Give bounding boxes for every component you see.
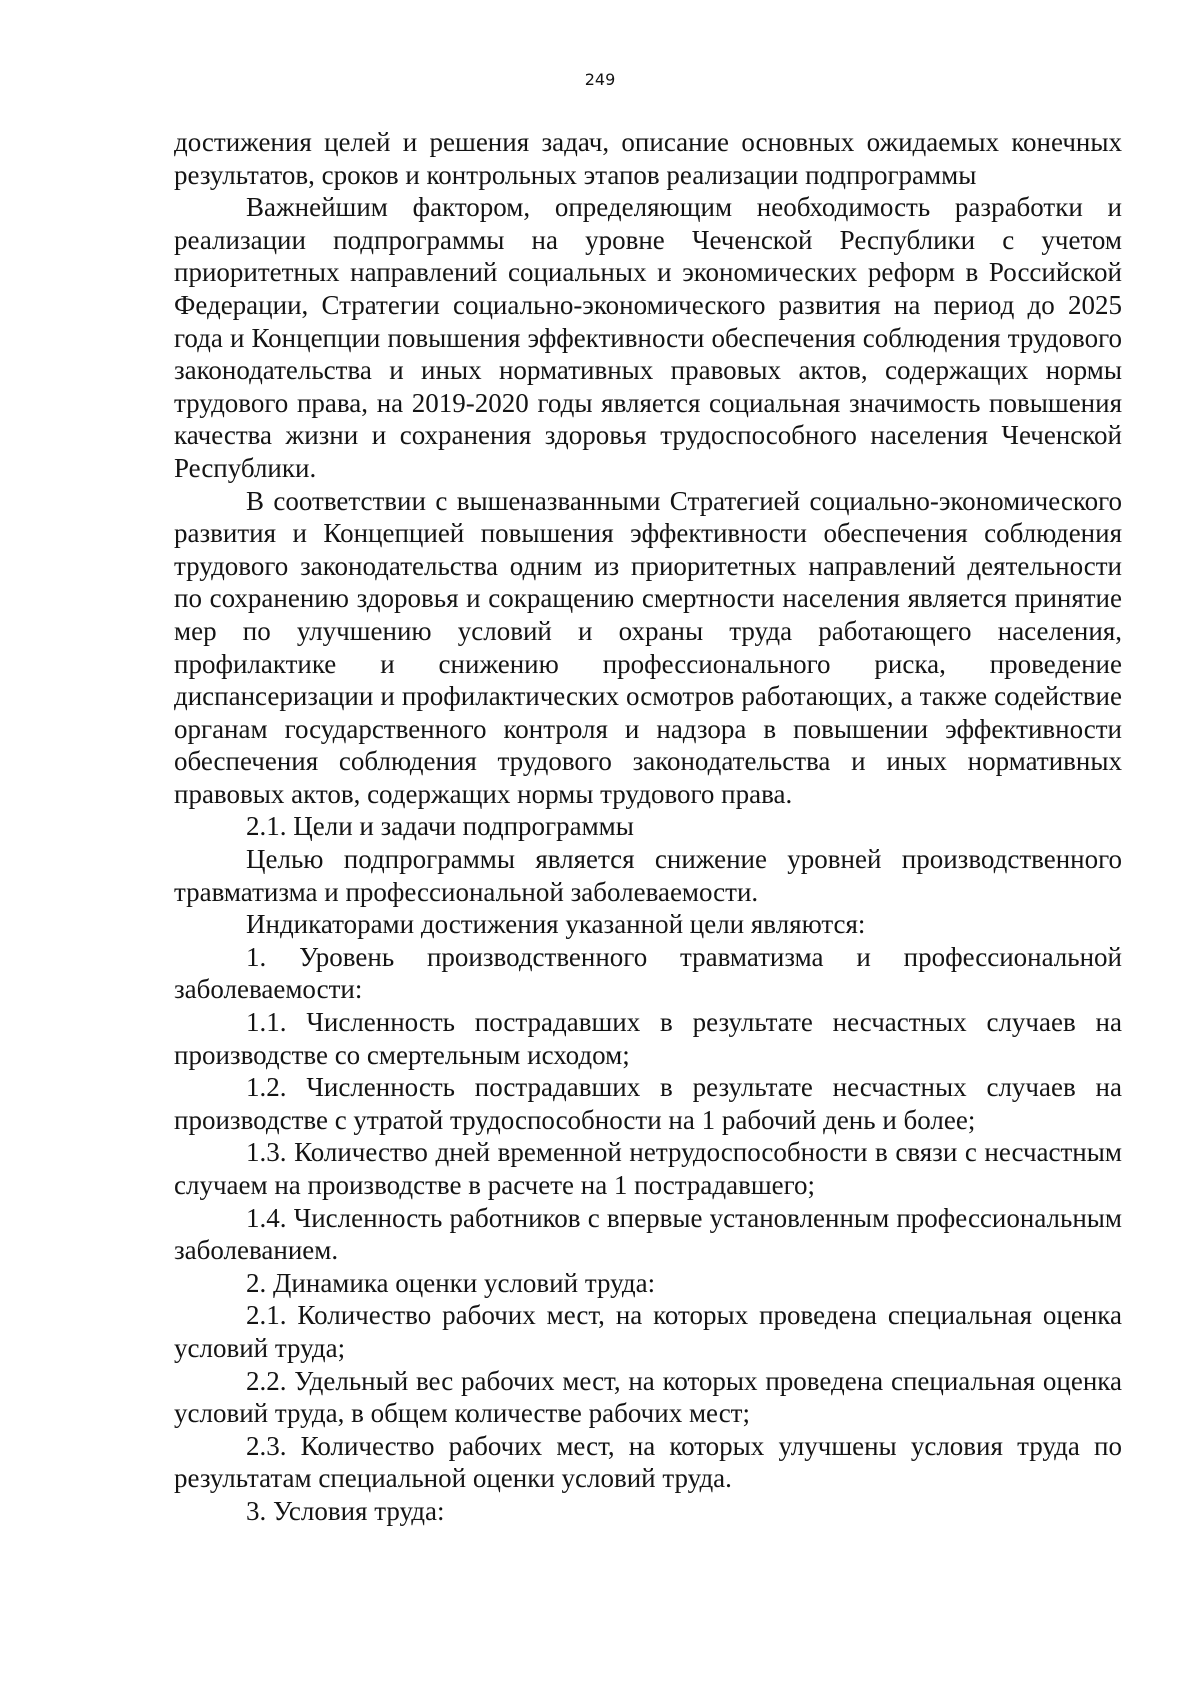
list-item-2-1: 2.1. Количество рабочих мест, на которых проведена специальная оценка условий труда; [174,1300,1122,1363]
list-item-1-4: 1.4. Численность работников с впервые установленным профессиональным заболеванием. [174,1202,1122,1266]
document-body [174,126,1122,1528]
section-heading-goals: 2.1. Цели и задачи подпрограммы [246,811,634,842]
paragraph-priorities: В соответствии с вышеназванными Стратегией социально-экономического развития и Концепцией повышения эффективности обеспечения соблюдения трудового законодательства одним из приоритетных направлений деятельности по сохранению здоровья и сокращению смертности населения является принятие мер по улучшению условий и охраны труда работающего населения, профилактике и снижению профессионального риска, проведение диспансеризации и профилактических осмотров работающих, а также содействие органам государственного контроля и надзора в повышении эффективности обеспечения соблюдения трудового законодательства и иных нормативных правовых актов, содержащих нормы трудового права. [174,485,1122,809]
paragraph-goal: Целью подпрограммы является снижение уровней производственного травматизма и профессиональной заболеваемости. [174,844,1122,907]
paragraph-heading-continuation: достижения целей и решения задач, описание основных ожидаемых конечных результатов, сроков и контрольных этапов реализации подпрограммы [174,127,1122,190]
list-item-2-3: 2.3. Количество рабочих мест, на которых улучшены условия труда по результатам специальной оценки условий труда. [174,1430,1122,1494]
paragraph-main-factor: Важнейшим фактором, определяющим необходимость разработки и реализации подпрограммы на уровне Чеченской Республики с учетом приоритетных направлений социальных и экономических реформ в Российской Федерации, Стратегии социально-экономического развития на период до 2025 года и Концепции повышения эффективности обеспечения соблюдения трудового законодательства и иных нормативных правовых актов, содержащих нормы трудового права, на 2019-2020 годы является социальная значимость повышения качества жизни и сохранения здоровья трудоспособного населения Чеченской Республики. [174,192,1122,483]
list-item-1-3: 1.3. Количество дней временной нетрудоспособности в связи с несчастным случаем на производстве в расчете на 1 пострадавшего; [174,1137,1122,1200]
list-item-1: 1. Уровень производственного травматизма и профессиональной заболеваемости: [174,941,1122,1005]
list-item-2: 2. Динамика оценки условий труда: [246,1267,656,1298]
list-item-3: 3. Условия труда: [246,1495,445,1526]
list-item-1-2: 1.2. Численность пострадавших в результате несчастных случаев на производстве с утратой трудоспособности на 1 рабочий день и более; [174,1072,1122,1135]
paragraph-indicators-intro: Индикаторами достижения указанной цели являются: [246,909,866,940]
page-number: 249 [584,70,616,89]
list-item-1-1: 1.1. Численность пострадавших в результате несчастных случаев на производстве со смертельным исходом; [174,1007,1122,1070]
list-item-2-2: 2.2. Удельный вес рабочих мест, на которых проведена специальная оценка условий труда, в общем количестве рабочих мест; [174,1365,1122,1429]
